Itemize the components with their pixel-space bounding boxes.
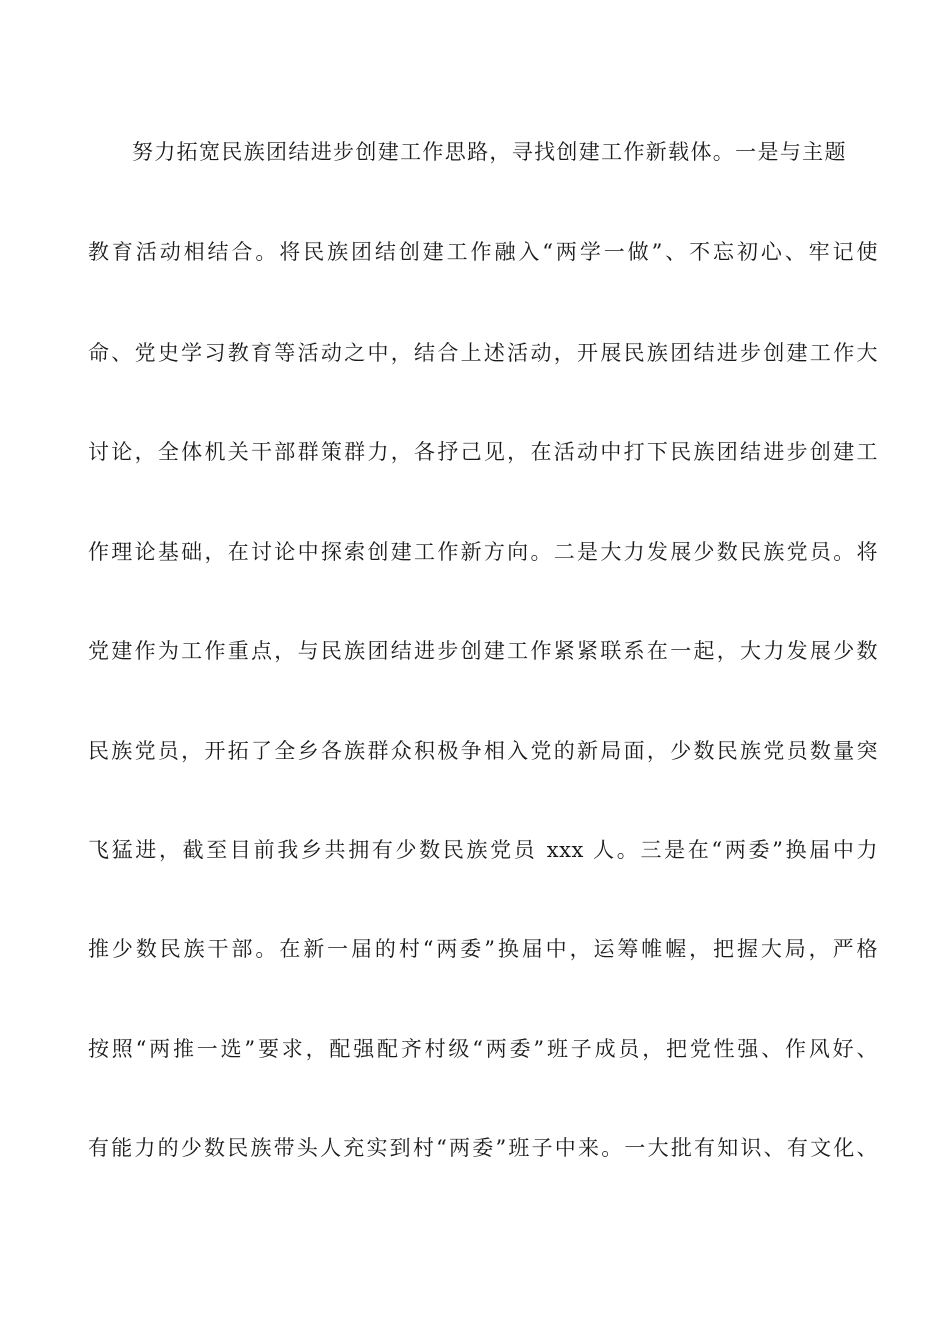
paragraph-line-5: 作理论基础，在讨论中探索创建工作新方向。二是大力发展少数民族党员。将 xyxy=(88,540,878,564)
paragraph-line-11: 有能力的少数民族带头人充实到村“两委”班子中来。一大批有知识、有文化、 xyxy=(88,1136,878,1160)
paragraph-line-2: 教育活动相结合。将民族团结创建工作融入“两学一做”、不忘初心、牢记使 xyxy=(88,240,878,264)
paragraph-line-1: 努力拓宽民族团结进步创建工作思路，寻找创建工作新载体。一是与主题 xyxy=(132,140,846,164)
paragraph-line-9: 推少数民族干部。在新一届的村“两委”换届中，运筹帷幄，把握大局，严格 xyxy=(88,937,878,961)
paragraph-line-10: 按照“两推一选”要求，配强配齐村级“两委”班子成员，把党性强、作风好、 xyxy=(88,1037,878,1061)
paragraph-line-8: 飞猛进，截至目前我乡共拥有少数民族党员 xxx 人。三是在“两委”换届中力 xyxy=(88,838,878,862)
paragraph-line-4: 讨论，全体机关干部群策群力，各抒己见，在活动中打下民族团结进步创建工 xyxy=(88,440,878,464)
paragraph-line-6: 党建作为工作重点，与民族团结进步创建工作紧紧联系在一起，大力发展少数 xyxy=(88,639,878,663)
paragraph-line-7: 民族党员，开拓了全乡各族群众积极争相入党的新局面，少数民族党员数量突 xyxy=(88,739,878,763)
paragraph-line-3: 命、党史学习教育等活动之中，结合上述活动，开展民族团结进步创建工作大 xyxy=(88,341,878,365)
